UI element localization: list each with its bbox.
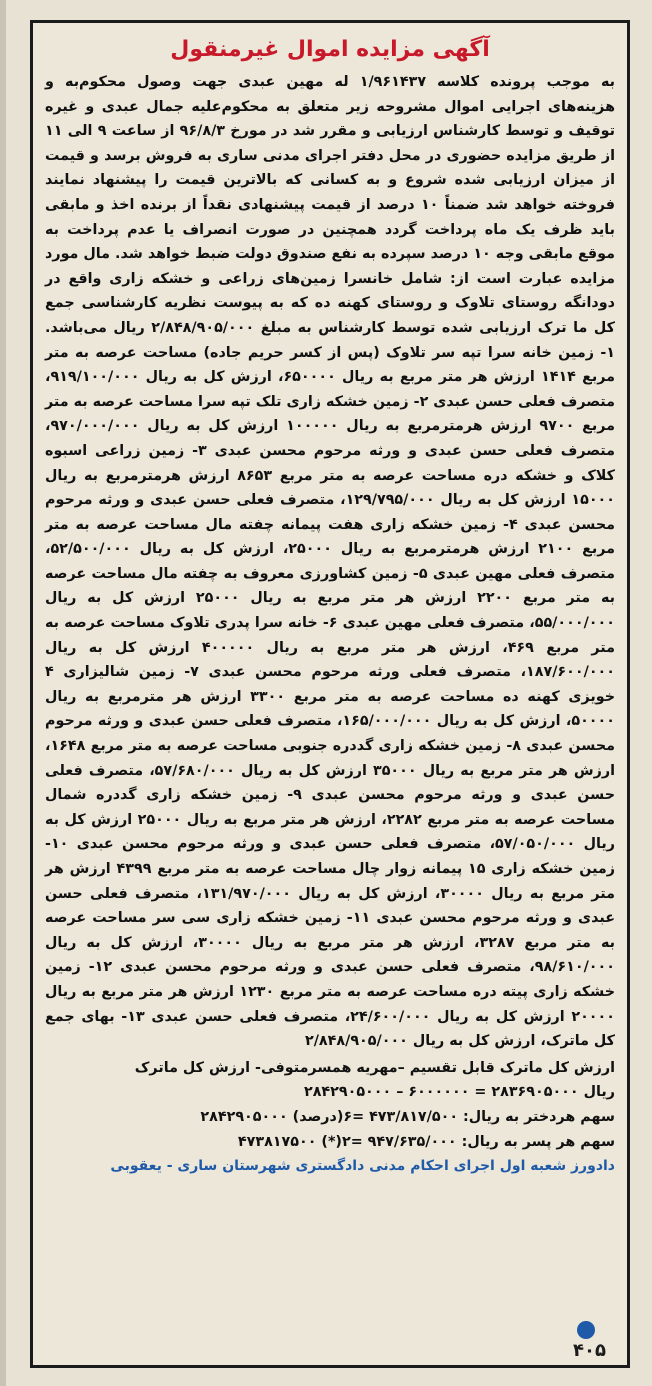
notice-frame [30,20,630,1368]
total-line-1: ارزش کل ماترک قابل تقسیم –مهریه همسرمتوفی- ارزش کل ماترک [134,1059,615,1076]
totals-block [45,1056,615,1154]
signature-line: دادورز شعبه اول اجرای احکام مدنی دادگستری شهرستان ساری - یعقوبی [110,1158,615,1175]
badge-dot-icon [577,1321,595,1339]
notice-title: آگهی مزایده اموال غیرمنقول [170,37,490,62]
notice-number-badge [573,1319,627,1361]
total-line-2: ریال ۲۸۳۶۹۰۵۰۰۰ = ۶۰۰۰۰۰۰ – ۲۸۴۲۹۰۵۰۰۰ [303,1084,615,1101]
daughter-share-line: سهم هردختر به ریال: ۴۷۳/۸۱۷/۵۰۰ =۶(درصد) ۲۸۴۲۹۰۵۰۰۰ [200,1108,615,1125]
badge-number: ۴۰۵ [573,1340,606,1361]
notice-body: به موجب پرونده کلاسه ۱/۹۶۱۴۳۷ له مهین عبدی جهت وصول محکوم‌به و هزینه‌های اجرایی اموال مشروحه زیر متعلق به محکوم‌علیه جمال عبدی و غیره توقیف و توسط کارشناس ارزیابی و مقرر شد در مورخ ۹۶/۸/۳ از ساعت ۹ الی ۱۱ از طریق مزایده حضوری در محل دفتر اجرای مدنی ساری به فروش برسد و قیمت از میزان ارزیابی شده شروع و به کسانی که بالاترین قیمت را پیشنهاد نمایند فروخته خواهد شد ضمناً ۱۰ درصد از قیمت پیشنهادی نقداً از برنده اخذ و مابقی باید ظرف یک ماه پرداخت گردد همچنین در صورت انصراف یا عدم پرداخت به موقع مابقی وجه ۱۰ درصد سپرده به نفع صندوق دولت ضبط خواهد شد. مال مورد مزایده عبارت است از: شامل خانسرا زمین‌های زراعی و خشکه زاری واقع در دودانگه روستای تلاوک و روستای کهنه ده که به پیوست نظریه کارشناسی جمع کل ما ترک ارزیابی شده توسط کارشناس به مبلغ ۲/۸۴۸/۹۰۵/۰۰۰ ریال می‌باشد. ۱- زمین خانه سرا تپه سر تلاوک (پس از کسر حریم جاده) مساحت عرصه به متر مربع ۱۴۱۴ ارزش هر متر مربع به ریال ۶۵۰۰۰۰، ارزش کل به ریال ۹۱۹/۱۰۰/۰۰۰، متصرف فعلی حسن عبدی ۲- زمین خشکه زاری تلک تپه سرا مساحت عرصه به متر مربع ۹۷۰۰ ارزش هرمترمربع به ریال ۱۰۰۰۰۰ ارزش کل به ریال ۹۷۰/۰۰۰/۰۰۰، متصرف فعلی حسن عبدی و ورثه مرحوم محسن عبدی ۳- زمین زراعی اسبوه کلاک و خشکه دره مساحت عرصه به متر مربع ۸۶۵۳ ارزش هرمترمربع به ریال ۱۵۰۰۰ ارزش کل به ریال ۱۲۹/۷۹۵/۰۰۰، متصرف فعلی حسن عبدی و ورثه مرحوم محسن عبدی ۴- زمین خشکه زاری هفت پیمانه چفته مال مساحت عرصه به متر مربع ۲۱۰۰ ارزش هرمترمربع به ریال ۲۵۰۰۰، ارزش کل به ریال ۵۲/۵۰۰/۰۰۰، متصرف فعلی مهین عبدی ۵- زمین کشاورزی معروف به چفته مال مساحت عرصه به متر مربع ۲۲۰۰ ارزش هر متر مربع به ریال ۲۵۰۰۰ ارزش کل به ریال ۵۵/۰۰۰/۰۰۰، متصرف فعلی مهین عبدی ۶- خانه سرا پدری تلاوک مساحت عرصه به متر مربع ۴۶۹، ارزش هر متر مربع به ریال ۴۰۰۰۰۰ ارزش کل به ریال ۱۸۷/۶۰۰/۰۰۰، متصرف فعلی ورثه مرحوم محسن عبدی ۷- زمین شالیزاری ۴ خویزی کهنه ده مساحت عرصه به متر مربع ۳۳۰۰ ارزش هر مترمربع به ریال ۵۰۰۰۰، ارزش کل به ریال ۱۶۵/۰۰۰/۰۰۰، متصرف فعلی حسن عبدی و ورثه مرحوم محسن عبدی ۸- زمین خشکه زاری گددره جنوبی مساحت عرصه به متر مربع ۱۶۴۸، ارزش هر متر مربع به ریال ۳۵۰۰۰ ارزش کل به ریال ۵۷/۶۸۰/۰۰۰، متصرف فعلی حسن عبدی و ورثه مرحوم محسن عبدی ۹- زمین خشکه زاری گددره شمال مساحت عرصه به متر مربع ۲۲۸۲، ارزش هر متر مربع به ریال ۲۵۰۰۰ ارزش کل به ریال ۵۷/۰۵۰/۰۰۰، متصرف فعلی حسن عبدی و ورثه مرحوم محسن عبدی ۱۰- زمین خشکه زاری ۱۵ پیمانه زوار چال مساحت عرصه به متر مربع ۴۳۹۹ ارزش هر متر مربع به ریال ۳۰۰۰۰، ارزش کل به ریال ۱۳۱/۹۷۰/۰۰۰، متصرف فعلی حسن عبدی و ورثه مرحوم محسن عبدی ۱۱- زمین خشکه زاری سی سر مساحت عرصه به متر مربع ۳۲۸۷، ارزش هر متر مربع به ریال ۳۰۰۰۰، ارزش کل به ریال ۹۸/۶۱۰/۰۰۰، متصرف فعلی حسن عبدی و ورثه مرحوم محسن عبدی ۱۲- زمین خشکه زاری پیته دره مساحت عرصه به متر مربع ۱۲۳۰ ارزش هر متر مربع به ریال ۲۰۰۰۰ ارزش کل به ریال ۲۴/۶۰۰/۰۰۰، متصرف فعلی حسن عبدی ۱۳- بهای جمع کل ماترک، ارزش کل به ریال ۲/۸۴۸/۹۰۵/۰۰۰ [45,74,616,1050]
son-share-line: سهم هر پسر به ریال: ۹۴۷/۶۳۵/۰۰۰ =۲(*) ۴۷۳۸۱۷۵۰۰ [237,1133,615,1150]
